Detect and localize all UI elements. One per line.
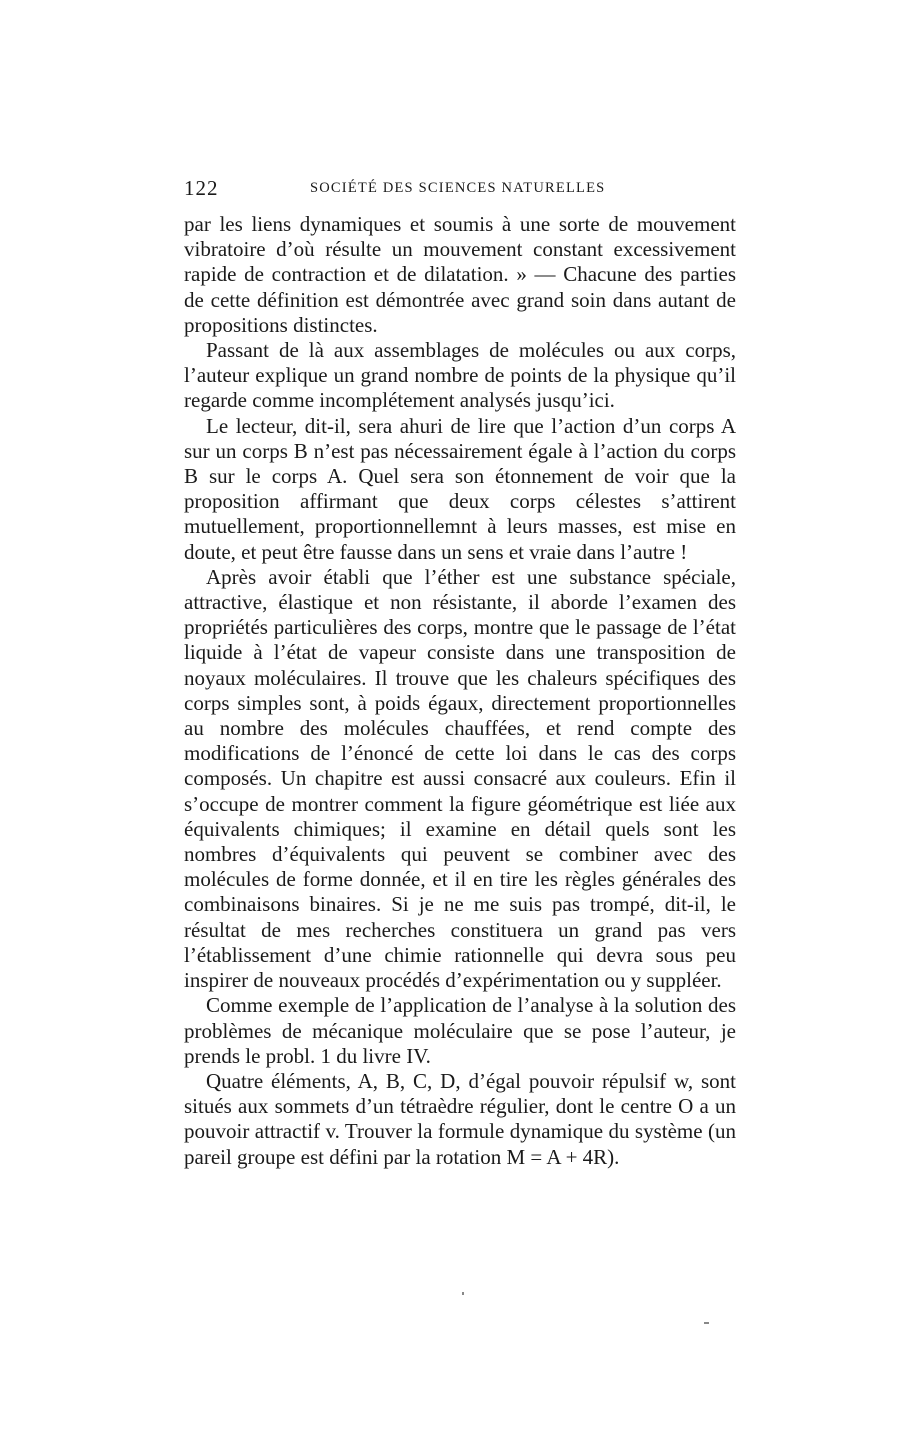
page-header bbox=[184, 176, 736, 204]
paragraph: Passant de là aux assemblages de molécules ou aux corps, l’auteur explique un grand nombre de points de la physique qu’il regarde comme incomplétement analysés jusqu’ici. bbox=[184, 338, 736, 413]
scan-speck bbox=[462, 1292, 464, 1295]
page-number: 122 bbox=[184, 176, 219, 200]
paragraph: Le lecteur, dit-il, sera ahuri de lire que l’action d’un corps A sur un corps B n’est pas nécessairement égale à l’action du corps B sur le corps A. Quel sera son étonnement de voir que la proposition affirmant que deux corps célestes s’attirent mutuellement, proportionnellemnt à leurs masses, est mise en doute, et peut être fausse dans un sens et vraie dans l’autre ! bbox=[184, 413, 736, 564]
scan-speck bbox=[704, 1322, 709, 1324]
body-text bbox=[184, 212, 736, 1170]
paragraph: Quatre éléments, A, B, C, D, d’égal pouvoir répulsif w, sont situés aux sommets d’un tétraèdre régulier, dont le centre O a un pouvoir attractif v. Trouver la formule dynamique du système (un pareil groupe est défini par la rotation M = A + 4R). bbox=[184, 1068, 736, 1169]
paragraph: Comme exemple de l’application de l’analyse à la solution des problèmes de mécanique moléculaire que se pose l’auteur, je prends le probl. 1 du livre IV. bbox=[184, 993, 736, 1068]
running-title: SOCIÉTÉ DES SCIENCES NATURELLES bbox=[310, 180, 606, 196]
paragraph: par les liens dynamiques et soumis à une sorte de mouvement vibratoire d’où résulte un mouvement constant excessivement rapide de contraction et de dilatation. » — Chacune des parties de cette définition est démontrée avec grand soin dans autant de propositions distinctes. bbox=[184, 212, 736, 337]
paragraph: Après avoir établi que l’éther est une substance spéciale, attractive, élastique et non résistante, il aborde l’examen des propriétés particulières des corps, montre que le passage de l’état liquide à l’état de vapeur consiste dans une transposition de noyaux moléculaires. Il trouve que les chaleurs spécifiques des corps simples sont, à poids égaux, directement proportionnelles au nombre des molécules chauffées, et rend compte des modifications de l’énoncé de cette loi dans le cas des corps composés. Un chapitre est aussi consacré aux couleurs. Efin il s’occupe de montrer comment la figure géométrique est liée aux équivalents chimiques; il examine en détail quels sont les nombres d’équivalents qui peuvent se combiner avec des molécules de forme donnée, et il en tire les règles générales des combinaisons binaires. Si je ne me suis pas trompé, dit-il, le résultat de mes recherches constituera un grand pas vers l’établissement d’une chimie rationnelle qui devra sous peu inspirer de nouveaux procédés d’expérimentation ou y suppléer. bbox=[184, 564, 736, 993]
